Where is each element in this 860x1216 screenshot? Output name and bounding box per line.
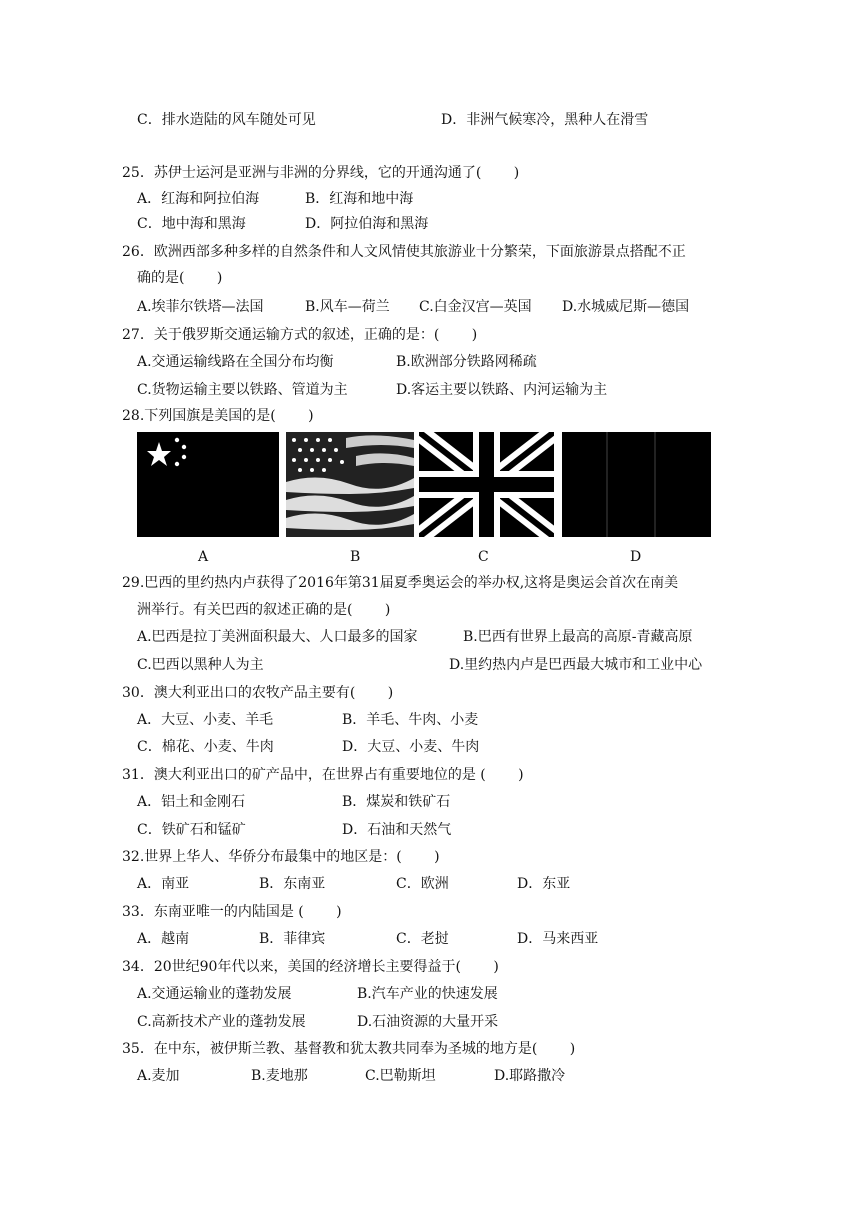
flag-usa-image xyxy=(286,432,414,537)
q28-stem: 28.下列国旗是美国的是( ) xyxy=(122,408,314,424)
q26-option-b: B.风车—荷兰 xyxy=(305,299,390,315)
q31-option-d: D．石油和天然气 xyxy=(342,822,452,838)
q25-option-d: D．阿拉伯海和黑海 xyxy=(305,216,429,232)
q24-option-c: C．排水造陆的风车随处可见 xyxy=(137,112,316,128)
q35-option-c: C.巴勒斯坦 xyxy=(365,1068,436,1084)
q33-option-a: A．越南 xyxy=(137,931,190,947)
q29-option-d: D.里约热内卢是巴西最大城市和工业中心 xyxy=(449,657,703,673)
q34-option-a: A.交通运输业的蓬勃发展 xyxy=(137,986,292,1002)
q25-stem: 25．苏伊士运河是亚洲与非洲的分界线，它的开通沟通了( ) xyxy=(122,165,520,181)
q29-stem-line1: 29.巴西的里约热内卢获得了2016年第31届夏季奥运会的举办权,这将是奥运会首次在南美 xyxy=(122,575,679,591)
q26-option-a: A.埃菲尔铁塔—法国 xyxy=(137,299,264,315)
q24-option-d: D．非洲气候寒冷，黑种人在滑雪 xyxy=(441,112,649,128)
flag-china-image xyxy=(137,432,279,537)
q25-option-b: B．红海和地中海 xyxy=(305,191,414,207)
q27-option-b: B.欧洲部分铁路网稀疏 xyxy=(396,354,537,370)
q29-option-b: B.巴西有世界上最高的高原-青藏高原 xyxy=(463,629,693,645)
q27-option-c: C.货物运输主要以铁路、管道为主 xyxy=(137,382,348,398)
q27-option-d: D.客运主要以铁路、内河运输为主 xyxy=(396,382,608,398)
q33-option-b: B．菲律宾 xyxy=(259,931,326,947)
q26-option-c: C.白金汉宫—英国 xyxy=(419,299,532,315)
q30-option-a: A．大豆、小麦、羊毛 xyxy=(137,712,274,728)
q30-option-d: D．大豆、小麦、牛肉 xyxy=(342,739,480,755)
q34-option-b: B.汽车产业的快速发展 xyxy=(357,986,498,1002)
q33-option-c: C．老挝 xyxy=(396,931,449,947)
q34-option-d: D.石油资源的大量开采 xyxy=(357,1014,499,1030)
flag-label-c: C xyxy=(478,549,489,565)
q29-option-c: C.巴西以黑种人为主 xyxy=(137,657,264,673)
q32-option-c: C．欧洲 xyxy=(396,876,449,892)
q31-option-b: B．煤炭和铁矿石 xyxy=(342,794,451,810)
q31-stem: 31．澳大利亚出口的矿产品中，在世界占有重要地位的是 ( ) xyxy=(122,767,524,783)
q35-option-b: B.麦地那 xyxy=(251,1068,308,1084)
q35-option-d: D.耶路撒冷 xyxy=(494,1068,566,1084)
q34-option-c: C.高新技术产业的蓬勃发展 xyxy=(137,1014,306,1030)
q32-option-b: B．东南亚 xyxy=(259,876,326,892)
q27-option-a: A.交通运输线路在全国分布均衡 xyxy=(137,354,334,370)
q25-option-a: A．红海和阿拉伯海 xyxy=(137,191,260,207)
q35-option-a: A.麦加 xyxy=(137,1068,180,1084)
q32-option-a: A．南亚 xyxy=(137,876,190,892)
q33-stem: 33．东南亚唯一的内陆国是 ( ) xyxy=(122,904,342,920)
q30-stem: 30．澳大利亚出口的农牧产品主要有( ) xyxy=(122,685,394,701)
q27-stem: 27．关于俄罗斯交通运输方式的叙述，正确的是：( ) xyxy=(122,327,478,343)
q29-option-a: A.巴西是拉丁美洲面积最大、人口最多的国家 xyxy=(137,629,418,645)
q33-option-d: D．马来西亚 xyxy=(517,931,599,947)
q34-stem: 34．20世纪90年代以来，美国的经济增长主要得益于( ) xyxy=(122,959,499,975)
flag-label-a: A xyxy=(198,549,209,565)
q26-option-d: D.水城威尼斯—德国 xyxy=(562,299,690,315)
q30-option-b: B．羊毛、牛肉、小麦 xyxy=(342,712,479,728)
q32-stem: 32.世界上华人、华侨分布最集中的地区是：( ) xyxy=(122,849,440,865)
q31-option-a: A．铝土和金刚石 xyxy=(137,794,246,810)
q31-option-c: C．铁矿石和锰矿 xyxy=(137,822,246,838)
q32-option-d: D．东亚 xyxy=(517,876,571,892)
flag-tricolour-image xyxy=(562,432,711,537)
q29-stem-line2: 洲举行。有关巴西的叙述正确的是( ) xyxy=(137,602,391,618)
flag-label-d: D xyxy=(630,549,642,565)
q25-option-c: C．地中海和黑海 xyxy=(137,216,246,232)
q26-stem-line2: 确的是( ) xyxy=(137,270,223,286)
q26-stem-line1: 26．欧洲西部多种多样的自然条件和人文风情使其旅游业十分繁荣，下面旅游景点搭配不正 xyxy=(122,244,686,260)
flag-label-b: B xyxy=(350,549,361,565)
flag-uk-image xyxy=(419,432,554,537)
q30-option-c: C．棉花、小麦、牛肉 xyxy=(137,739,274,755)
q35-stem: 35．在中东，被伊斯兰教、基督教和犹太教共同奉为圣城的地方是( ) xyxy=(122,1041,576,1057)
